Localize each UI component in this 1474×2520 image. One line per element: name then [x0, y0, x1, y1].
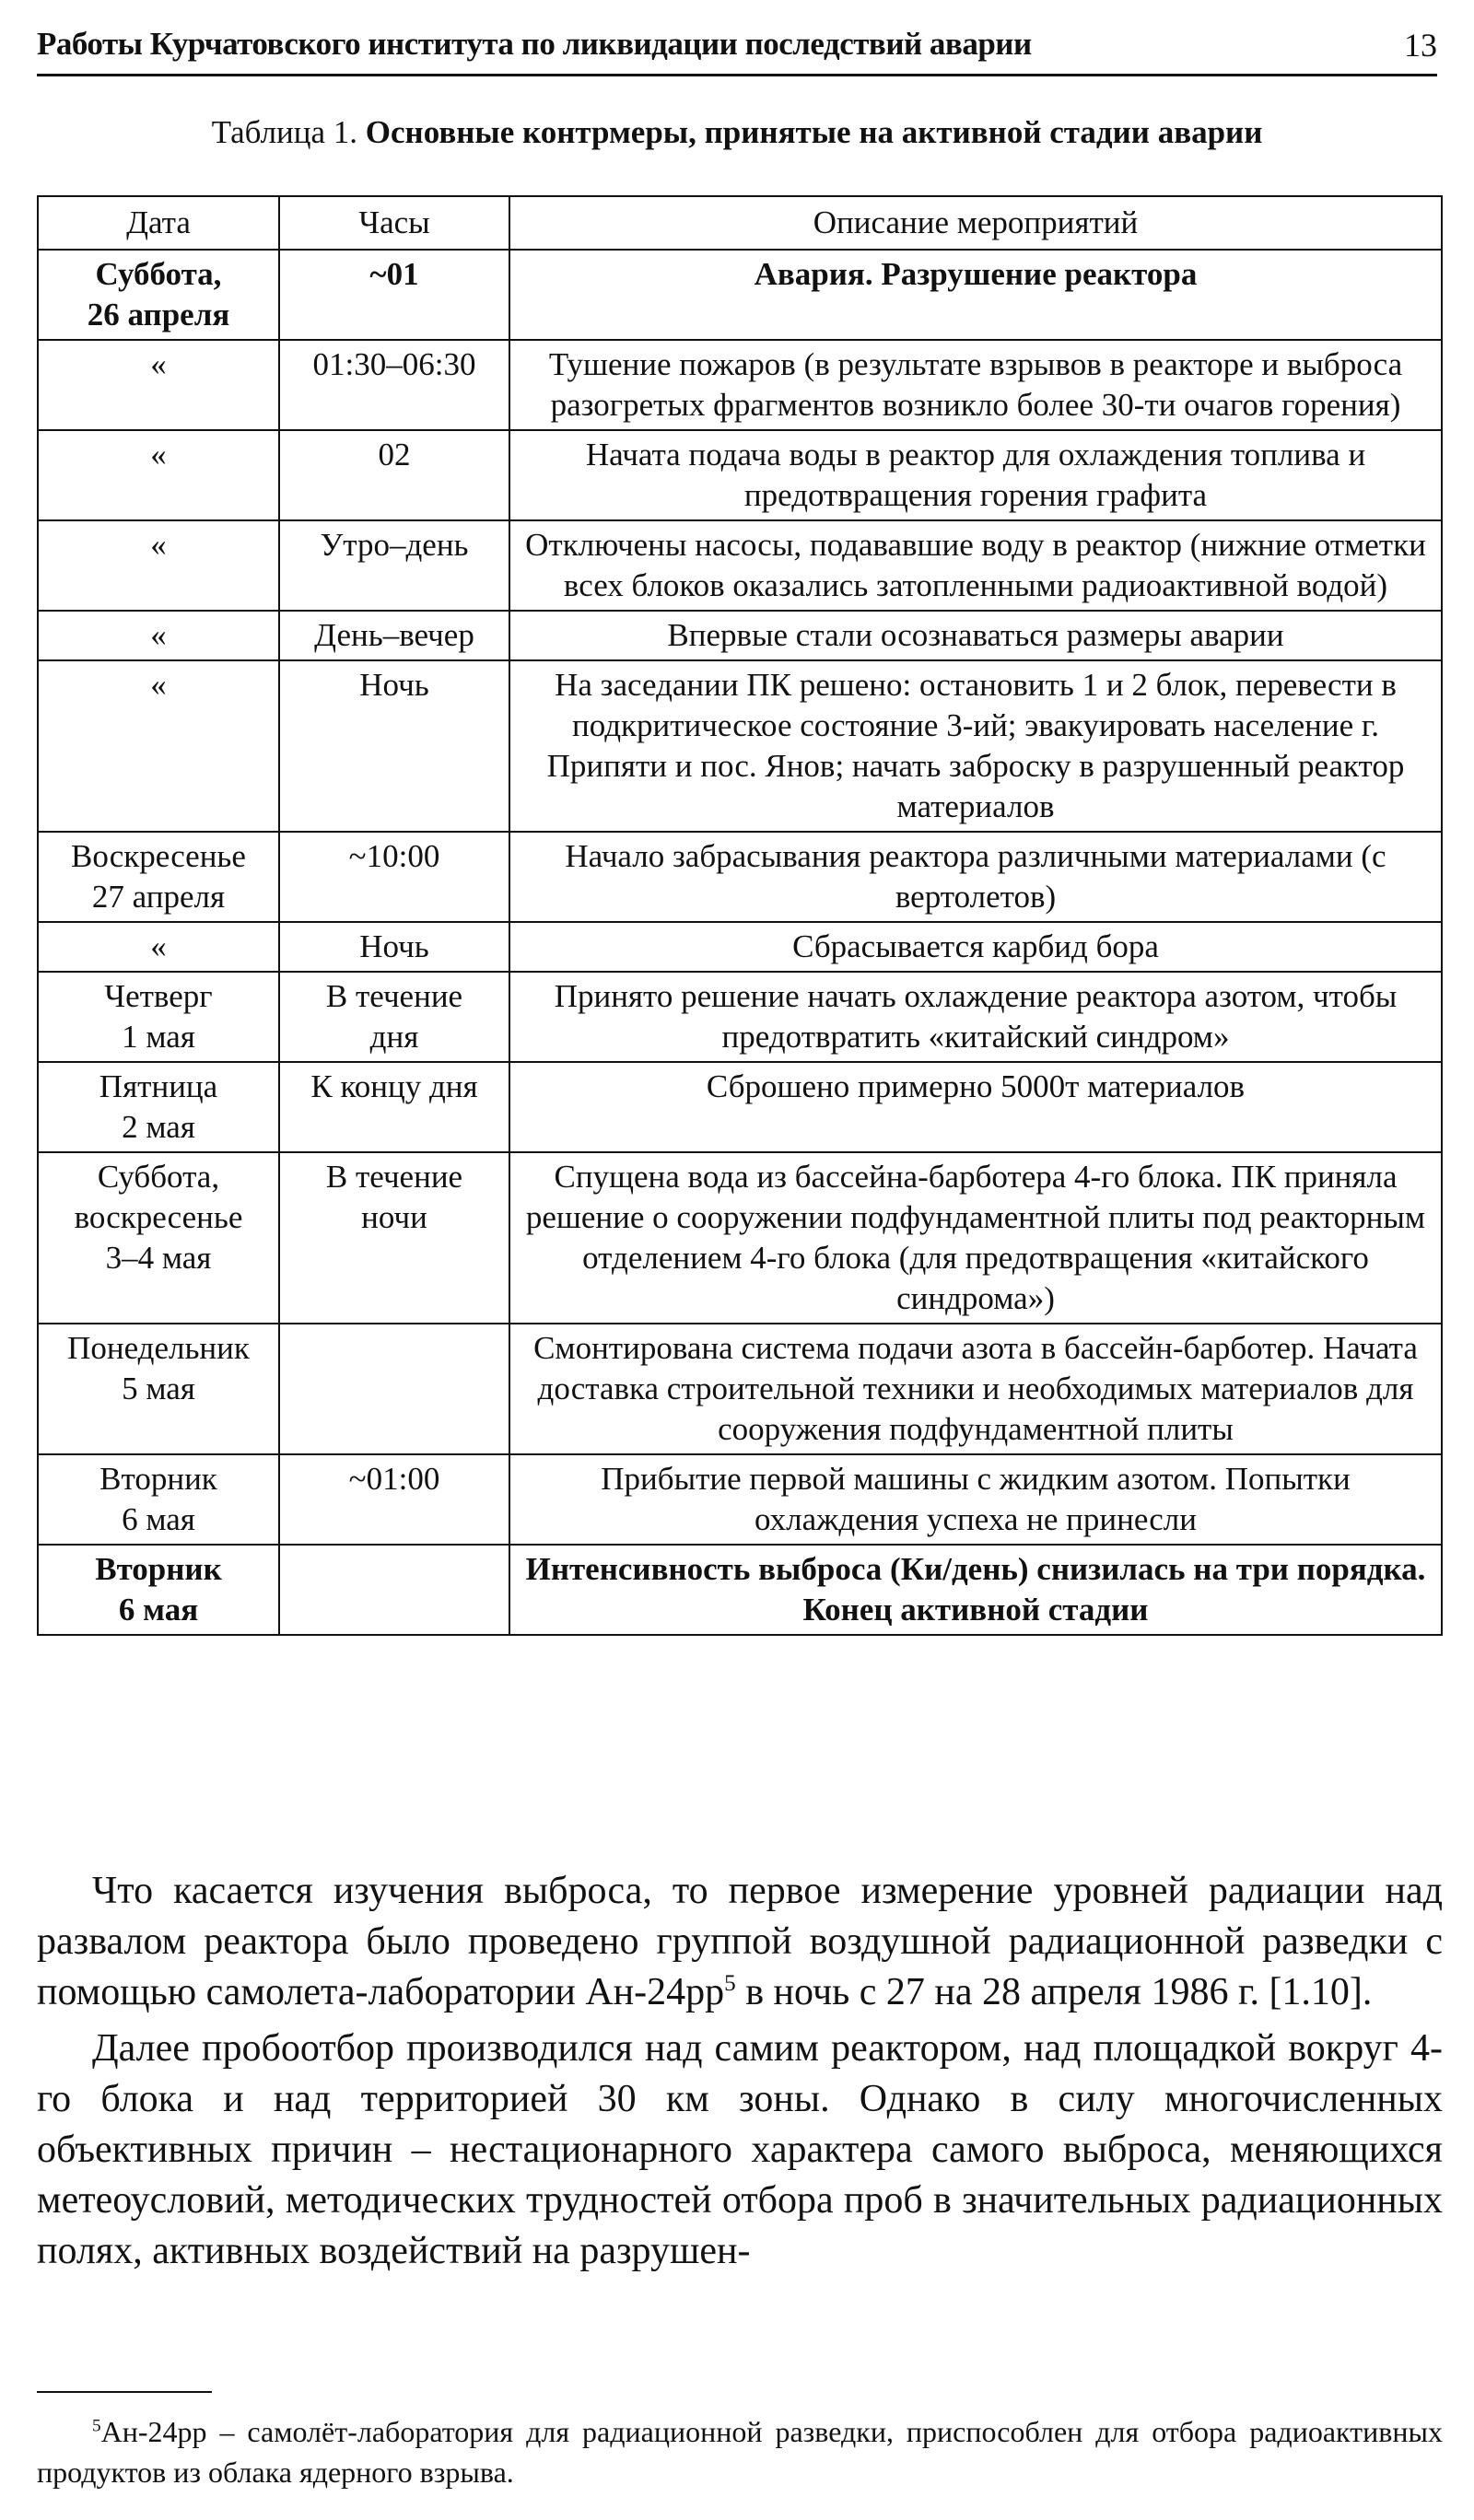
cell-hours: День–вечер [279, 611, 509, 660]
cell-hours: ~01 [279, 250, 509, 340]
cell-description: Тушение пожаров (в результате взрывов в реакторе и выброса разогретых фрагментов возникло более 30-ти очагов горения) [509, 340, 1442, 430]
paragraph-2: Далее пробоотбор производился над самим реактором, над площадкой вокруг 4-го блока и над территорией 30 км зоны. Однако в силу многочисленных объективных причин – нестационарного характера самого выброса, меняющихся метеоусловий, методических трудностей отбора проб в значительных радиационных полях, активных воздействий на разрушен- [37, 2027, 1443, 2272]
table-row [38, 660, 1442, 832]
cell-date: Вторник 6 мая [38, 1454, 279, 1545]
table-row [38, 1454, 1442, 1545]
cell-date: « [38, 520, 279, 611]
cell-description: Смонтирована система подачи азота в бассейн-барботер. Начата доставка строительной техники и необходимых материалов для сооружения подфундаментной плиты [509, 1324, 1442, 1454]
cell-date: Понедельник 5 мая [38, 1324, 279, 1454]
running-title: Работы Курчатовского института по ликвидации последствий аварии [37, 26, 1032, 62]
cell-hours: Ночь [279, 922, 509, 972]
footnote [37, 2411, 1443, 2492]
footnote-text: Ан-24рр – самолёт-лаборатория для радиационной разведки, приспособлен для отбора радиоактивных продуктов из облака ядерного взрыва. [37, 2415, 1443, 2489]
cell-hours: В течение дня [279, 972, 509, 1062]
cell-date: « [38, 611, 279, 660]
cell-date: « [38, 340, 279, 430]
table-row [38, 250, 1442, 340]
cell-description: Принято решение начать охлаждение реактора азотом, чтобы предотвратить «китайский синдром» [509, 972, 1442, 1062]
cell-hours: В течение ночи [279, 1152, 509, 1324]
cell-hours: К концу дня [279, 1062, 509, 1152]
cell-date: « [38, 430, 279, 520]
body-text [37, 1866, 1443, 2282]
footnote-ref: 5 [724, 1971, 736, 1996]
column-header-date: Дата [38, 196, 279, 250]
table-row [38, 832, 1442, 922]
cell-description: Авария. Разрушение реактора [509, 250, 1442, 340]
table-caption [0, 114, 1474, 151]
cell-hours [279, 1545, 509, 1635]
table-row [38, 1324, 1442, 1454]
table-header-row [38, 196, 1442, 250]
table-row [38, 611, 1442, 660]
table-caption-label: Таблица 1. [211, 114, 366, 150]
column-header-description: Описание мероприятий [509, 196, 1442, 250]
page-number: 13 [1404, 27, 1437, 64]
cell-date: Вторник 6 мая [38, 1545, 279, 1635]
cell-description: Спущена вода из бассейна-барботера 4-го блока. ПК приняла решение о сооружении подфундаментной плиты под реакторным отделением 4-го блока (для предотвращения «китайского синдрома») [509, 1152, 1442, 1324]
cell-description: Начата подача воды в реактор для охлаждения топлива и предотвращения горения графита [509, 430, 1442, 520]
cell-description: Сброшено примерно 5000т материалов [509, 1062, 1442, 1152]
table-row [38, 972, 1442, 1062]
paragraph-1 [37, 1866, 1443, 2018]
countermeasures-table [37, 195, 1443, 1636]
cell-date: Четверг 1 мая [38, 972, 279, 1062]
cell-hours: 02 [279, 430, 509, 520]
cell-description: На заседании ПК решено: остановить 1 и 2 блок, перевести в подкритическое состояние 3-ий; эвакуировать население г. Припяти и пос. Янов; начать заброску в разрушенный реактор материалов [509, 660, 1442, 832]
running-header [37, 20, 1437, 76]
cell-description: Сбрасывается карбид бора [509, 922, 1442, 972]
table-row [38, 430, 1442, 520]
cell-description: Впервые стали осознаваться размеры аварии [509, 611, 1442, 660]
footnote-rule [37, 2391, 212, 2393]
table-row [38, 1062, 1442, 1152]
paragraph-1-text-end: в ночь с 27 на 28 апреля 1986 г. [1.10]. [735, 1971, 1373, 2013]
table-row [38, 1152, 1442, 1324]
cell-date: « [38, 660, 279, 832]
cell-description: Прибытие первой машины с жидким азотом. Попытки охлаждения успеха не принесли [509, 1454, 1442, 1545]
cell-date: Воскресенье 27 апреля [38, 832, 279, 922]
cell-date: « [38, 922, 279, 972]
cell-description: Интенсивность выброса (Ки/день) снизилась на три порядка. Конец активной стадии [509, 1545, 1442, 1635]
cell-hours: ~10:00 [279, 832, 509, 922]
cell-hours: Ночь [279, 660, 509, 832]
cell-hours: 01:30–06:30 [279, 340, 509, 430]
cell-date: Суббота, 26 апреля [38, 250, 279, 340]
cell-hours: Утро–день [279, 520, 509, 611]
table-body [38, 250, 1442, 1635]
column-header-hours: Часы [279, 196, 509, 250]
cell-hours: ~01:00 [279, 1454, 509, 1545]
table-row [38, 520, 1442, 611]
footnote-marker: 5 [92, 2416, 101, 2436]
paragraph-1-text: Что касается изучения выброса, то первое измерение уровней радиации над развалом реактора было проведено группой воздушной радиационной разведки с помощью самолета-лаборатории Ан-24рр [37, 1870, 1443, 2013]
cell-date: Пятница 2 мая [38, 1062, 279, 1152]
cell-date: Суббота, воскресенье 3–4 мая [38, 1152, 279, 1324]
table-row [38, 1545, 1442, 1635]
cell-description: Начало забрасывания реактора различными материалами (с вертолетов) [509, 832, 1442, 922]
table-caption-title: Основные контрмеры, принятые на активной стадии аварии [365, 114, 1263, 150]
table-row [38, 340, 1442, 430]
cell-hours [279, 1324, 509, 1454]
table-row [38, 922, 1442, 972]
cell-description: Отключены насосы, подававшие воду в реактор (нижние отметки всех блоков оказались затопленными радиоактивной водой) [509, 520, 1442, 611]
